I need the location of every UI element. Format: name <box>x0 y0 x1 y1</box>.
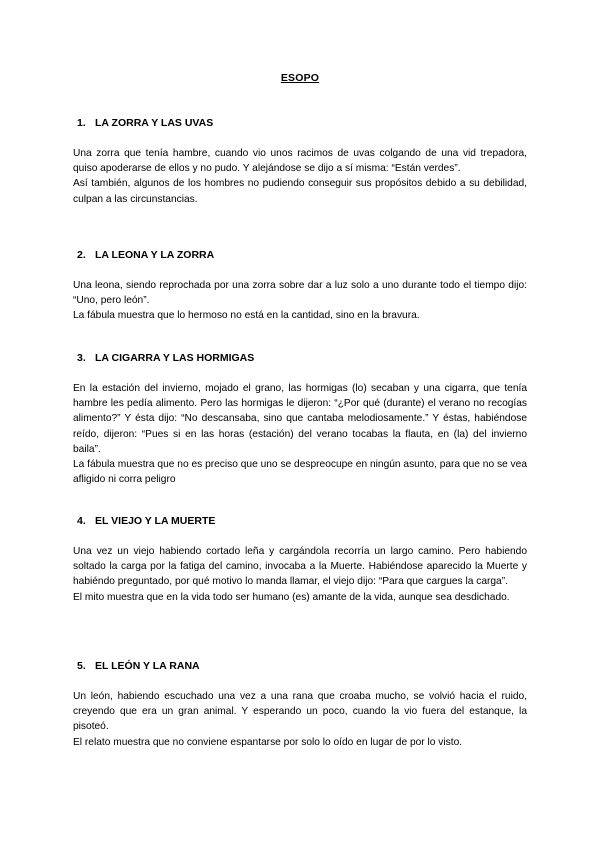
paragraph: Una zorra que tenía hambre, cuando vio unos racimos de uvas colgando de una vid trepadora, quiso apoderarse de ellos y no pudo. Y alejándose se dijo a sí misma: “Están verdes”. <box>73 148 527 175</box>
section-heading <box>77 514 527 528</box>
paragraph: La fábula muestra que lo hermoso no está en la cantidad, sino en la bravura. <box>73 310 420 322</box>
paragraph: En la estación del invierno, mojado el grano, las hormigas (lo) secaban y una cigarra, que tenía hambre les pedía alimento. Pero las hormigas le dijeron: “¿Por qué (durante) el verano no recogías alimento?” Y ésta dijo: “No descansaba, sino que cantaba melodiosamente.” Y éstas, habiéndose reído, dijeron: “Pues si en las horas (estación) del verano tocabas la flauta, en (la) del invierno baila”. <box>73 383 527 455</box>
section-title: EL VIEJO Y LA MUERTE <box>95 515 216 527</box>
section-title: EL LEÓN Y LA RANA <box>95 660 200 672</box>
document-title: ESOPO <box>280 72 320 84</box>
section-body <box>73 381 527 487</box>
section-title: LA CIGARRA Y LAS HORMIGAS <box>95 352 255 364</box>
section-number: 4. <box>77 515 86 527</box>
section-title: LA ZORRA Y LAS UVAS <box>95 117 214 129</box>
paragraph: Una leona, siendo reprochada por una zorra sobre dar a luz solo a uno durante todo el tiempo dijo: “Uno, pero león”. <box>73 280 527 307</box>
section-number: 2. <box>77 249 86 261</box>
section-heading <box>77 116 527 130</box>
section-heading <box>77 248 527 262</box>
fable-section-1 <box>73 116 527 207</box>
section-body <box>73 278 527 324</box>
section-body <box>73 544 527 605</box>
fable-section-3 <box>73 351 527 487</box>
fable-section-2 <box>73 248 527 324</box>
section-heading <box>77 351 527 365</box>
paragraph: Así también, algunos de los hombres no pudiendo conseguir sus propósitos debido a su debilidad, culpan a las circunstancias. <box>73 178 527 205</box>
paragraph: El relato muestra que no conviene espantarse por solo lo oído en lugar de por lo visto. <box>73 736 463 748</box>
section-number: 3. <box>77 352 86 364</box>
paragraph: El mito muestra que en la vida todo ser humano (es) amante de la vida, aunque sea desdichado. <box>73 591 510 603</box>
fable-section-5 <box>73 659 527 750</box>
paragraph: Una vez un viejo habiendo cortado leña y cargándola recorría un largo camino. Pero habiendo soltado la carga por la fatiga del camino, invocaba a la Muerte. Habiéndose aparecido la Muerte y habiéndo preguntado, por qué motivo lo manda llamar, el viejo dijo: “Para que cargues la carga”. <box>73 546 527 588</box>
fable-section-4 <box>73 514 527 605</box>
paragraph: Un león, habiendo escuchado una vez a una rana que croaba mucho, se volvió hacia el ruido, creyendo que era un gran animal. Y esperando un poco, cuando la vio fuera del estanque, la pisoteó. <box>73 691 527 733</box>
section-number: 5. <box>77 660 86 672</box>
section-heading <box>77 659 527 673</box>
paragraph: La fábula muestra que no es preciso que uno se despreocupe en ningún asunto, para que no se vea afligido ni corra peligro <box>73 459 527 486</box>
section-body <box>73 689 527 750</box>
section-title: LA LEONA Y LA ZORRA <box>95 249 215 261</box>
section-body <box>73 146 527 207</box>
section-number: 1. <box>77 117 86 129</box>
